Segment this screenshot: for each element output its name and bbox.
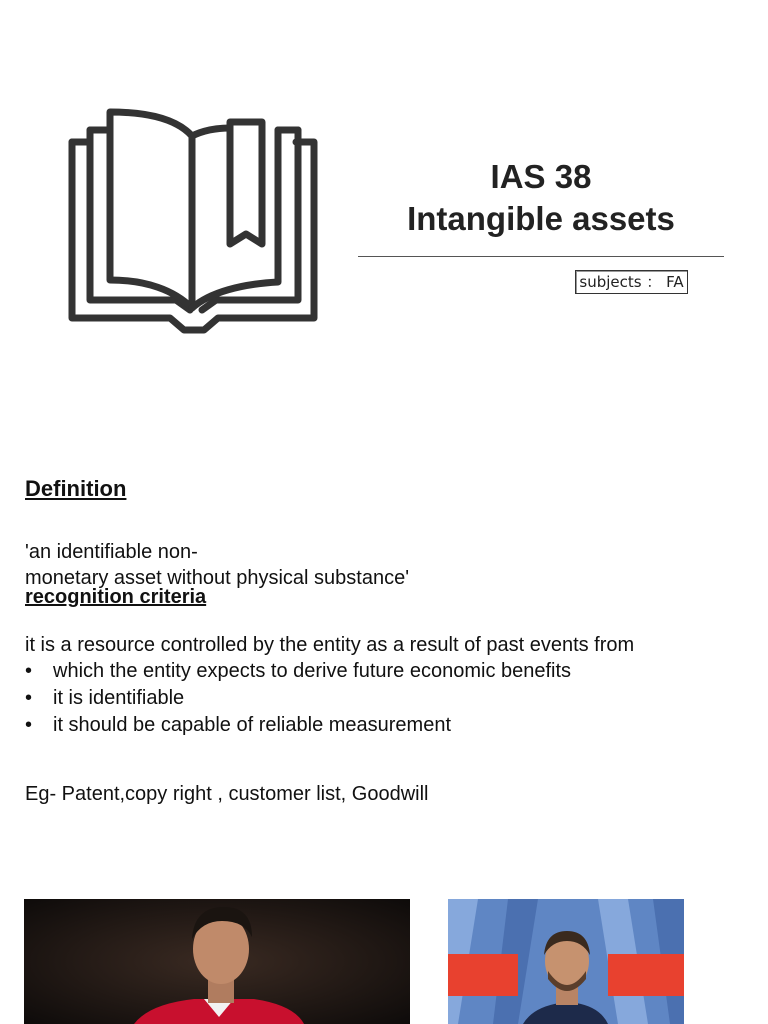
player-photo-1 bbox=[24, 899, 410, 1024]
bullet-icon: • bbox=[25, 660, 33, 682]
definition-text-line-2: monetary asset without physical substance' bbox=[25, 567, 410, 589]
recognition-bullet-list bbox=[25, 658, 571, 739]
recognition-intro: it is a resource controlled by the entity as a result of past events from bbox=[25, 634, 635, 656]
definition-text-line-1: 'an identifiable non- bbox=[25, 541, 198, 563]
divider bbox=[358, 256, 724, 257]
definition-heading: Definition bbox=[25, 476, 127, 501]
open-book-icon bbox=[66, 104, 322, 336]
list-item bbox=[25, 658, 571, 685]
bullet-icon: • bbox=[25, 687, 33, 709]
player-photo-2 bbox=[448, 899, 684, 1024]
list-item-text: which the entity expects to derive future economic benefits bbox=[53, 660, 572, 682]
list-item-text: it is identifiable bbox=[53, 687, 185, 709]
list-item bbox=[25, 685, 571, 712]
subject-tag: subjects ： FA bbox=[575, 270, 688, 294]
recognition-heading: recognition criteria bbox=[25, 586, 207, 608]
title-line-2: Intangible assets bbox=[407, 200, 675, 237]
examples-text: Eg- Patent,copy right , customer list, Goodwill bbox=[25, 783, 429, 805]
title-line-1: IAS 38 bbox=[490, 158, 592, 195]
bullet-icon: • bbox=[25, 714, 33, 736]
list-item-text: it should be capable of reliable measurement bbox=[53, 714, 452, 736]
list-item bbox=[25, 712, 571, 739]
